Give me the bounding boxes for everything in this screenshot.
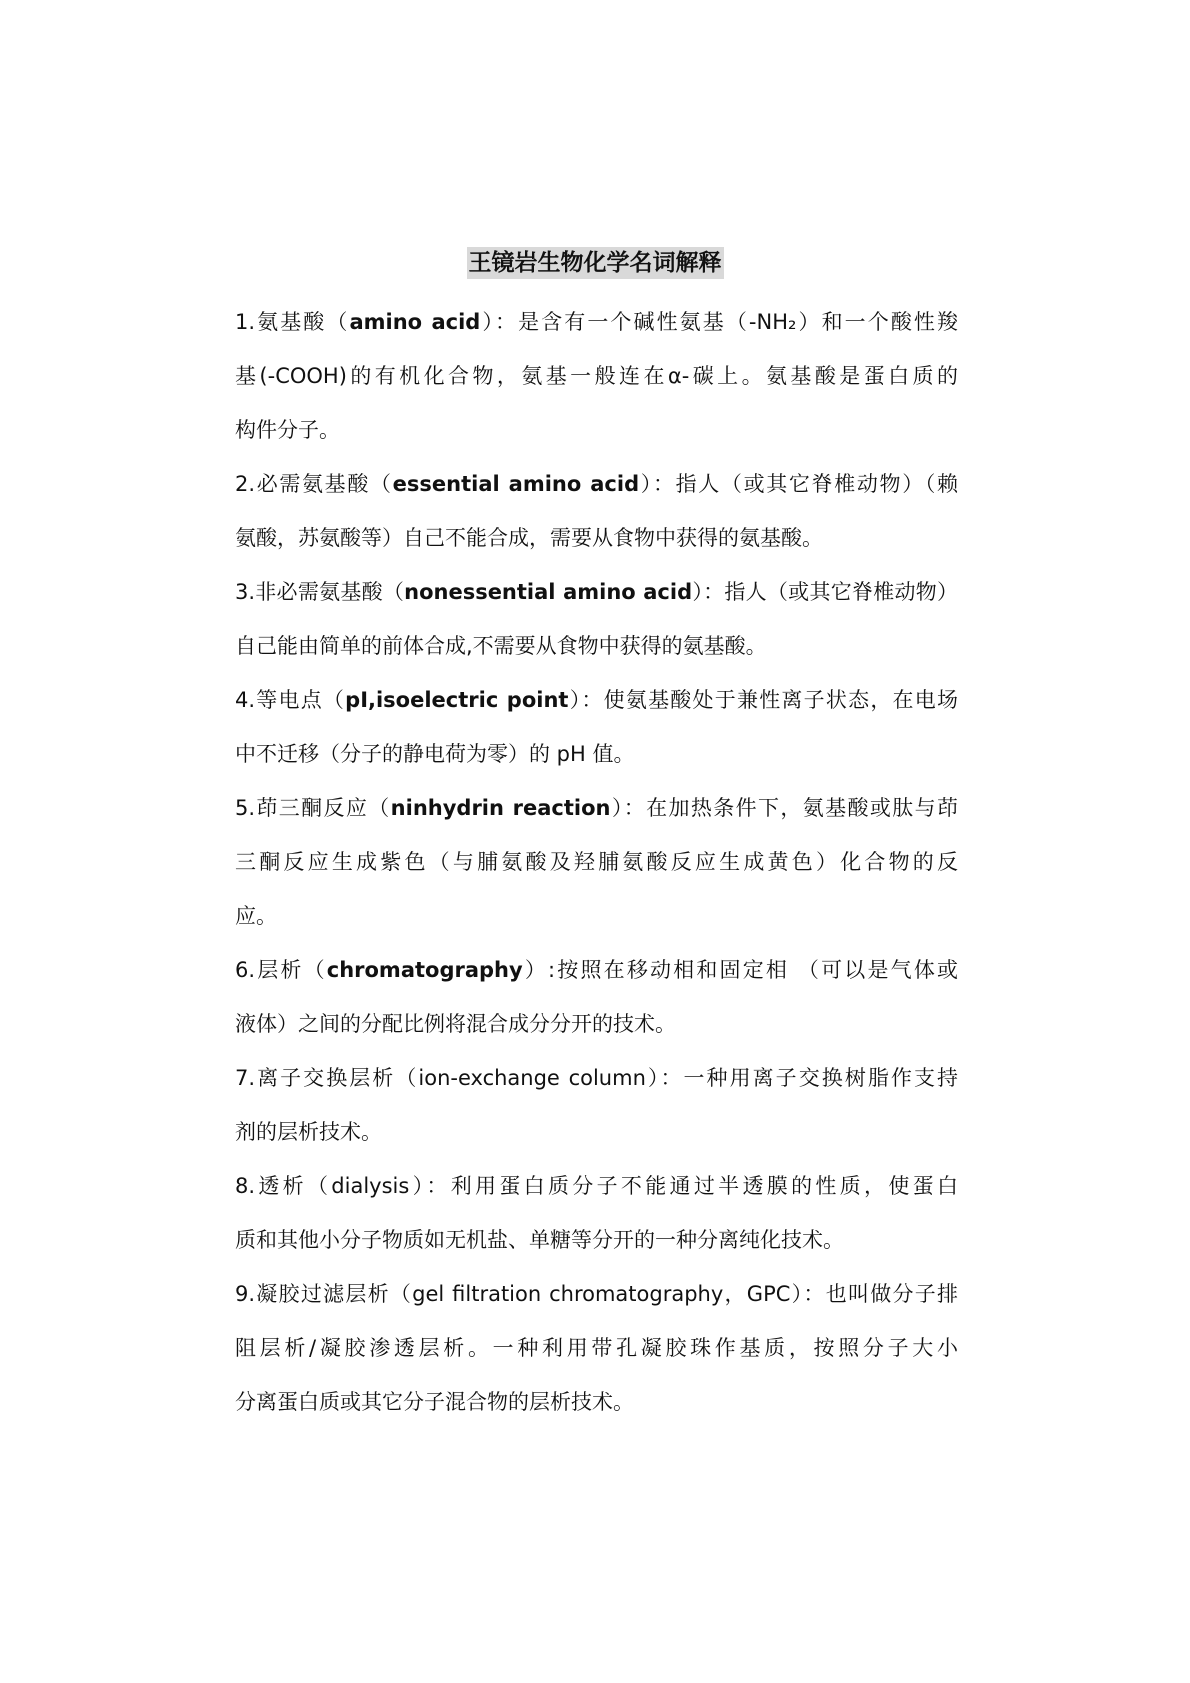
text-line <box>235 1267 958 1321</box>
definition-entry <box>235 1051 958 1159</box>
term-english: nonessential amino acid <box>404 580 693 604</box>
text-segment: 三酮反应生成紫色（与脯氨酸及羟脯氨酸反应生成黄色）化合物的反 <box>235 850 958 874</box>
text-segment: 阻层析/凝胶渗透层析。一种利用带孔凝胶珠作基质，按照分子大小 <box>235 1336 958 1360</box>
definition-entry <box>235 943 958 1051</box>
text-line <box>235 403 958 457</box>
text-segment: 中不迁移（分子的静电荷为零）的 pH 值。 <box>235 742 635 766</box>
text-segment: 质和其他小分子物质如无机盐、单糖等分开的一种分离纯化技术。 <box>235 1228 844 1252</box>
text-line <box>235 1105 958 1159</box>
text-segment: ）：在加热条件下，氨基酸或肽与茚 <box>610 796 958 820</box>
definition-entry <box>235 295 958 457</box>
text-segment: 3.非必需氨基酸（ <box>235 580 405 604</box>
text-line <box>235 457 958 511</box>
document-body <box>235 295 958 1429</box>
text-segment: 自己能由简单的前体合成,不需要从食物中获得的氨基酸。 <box>235 634 767 658</box>
text-segment: ）:按照在移动相和固定相 （可以是气体或 <box>522 958 958 982</box>
definition-entry <box>235 1159 958 1267</box>
term-english: amino acid <box>349 310 481 334</box>
text-segment: ）：指人（或其它脊椎动物） <box>692 580 959 604</box>
text-line <box>235 565 958 619</box>
definition-entry <box>235 673 958 781</box>
text-segment: 基(-COOH)的有机化合物，氨基一般连在α-碳上。氨基酸是蛋白质的 <box>235 364 958 388</box>
text-line <box>235 673 958 727</box>
text-line <box>235 1321 958 1375</box>
text-line <box>235 1159 958 1213</box>
text-segment: 6.层析（ <box>235 958 327 982</box>
text-segment: 1.氨基酸（ <box>235 310 350 334</box>
term-english: essential amino acid <box>392 472 640 496</box>
definition-entry <box>235 565 958 673</box>
text-segment: ）：指人（或其它脊椎动物）（赖 <box>639 472 959 496</box>
text-segment: ）：使氨基酸处于兼性离子状态，在电场 <box>568 688 958 712</box>
text-line <box>235 1051 958 1105</box>
text-segment: 8.透析（dialysis）：利用蛋白质分子不能通过半透膜的性质，使蛋白 <box>235 1174 958 1198</box>
text-line <box>235 781 958 835</box>
text-line <box>235 619 958 673</box>
term-english: pI,isoelectric point <box>345 688 569 712</box>
text-line <box>235 1375 958 1429</box>
text-line <box>235 835 958 889</box>
text-segment: 5.茚三酮反应（ <box>235 796 391 820</box>
text-line <box>235 349 958 403</box>
text-line <box>235 943 958 997</box>
term-english: ninhydrin reaction <box>390 796 611 820</box>
text-line <box>235 511 958 565</box>
document-title: 王镜岩生物化学名词解释 <box>467 247 724 279</box>
term-english: chromatography <box>326 958 523 982</box>
text-segment: 2.必需氨基酸（ <box>235 472 393 496</box>
text-segment: 4.等电点（ <box>235 688 346 712</box>
text-line <box>235 889 958 943</box>
text-line <box>235 727 958 781</box>
text-segment: 9.凝胶过滤层析（gel filtration chromatography，GPC）：也叫做分子排 <box>235 1282 958 1306</box>
text-line <box>235 997 958 1051</box>
definition-entry <box>235 457 958 565</box>
text-segment: 分离蛋白质或其它分子混合物的层析技术。 <box>235 1390 634 1414</box>
text-segment: 构件分子。 <box>235 418 340 442</box>
definition-entry <box>235 781 958 943</box>
text-segment: 液体）之间的分配比例将混合成分分开的技术。 <box>235 1012 676 1036</box>
text-segment: 7.离子交换层析（ion-exchange column）：一种用离子交换树脂作支持 <box>235 1066 958 1090</box>
text-line <box>235 295 958 349</box>
text-line <box>235 1213 958 1267</box>
definition-entry <box>235 1267 958 1429</box>
text-segment: 应。 <box>235 904 277 928</box>
title-wrap <box>0 247 1190 279</box>
text-segment: ）：是含有一个碱性氨基（-NH₂）和一个酸性羧 <box>480 310 958 334</box>
text-segment: 剂的层析技术。 <box>235 1120 382 1144</box>
text-segment: 氨酸，苏氨酸等）自己不能合成，需要从食物中获得的氨基酸。 <box>235 526 823 550</box>
